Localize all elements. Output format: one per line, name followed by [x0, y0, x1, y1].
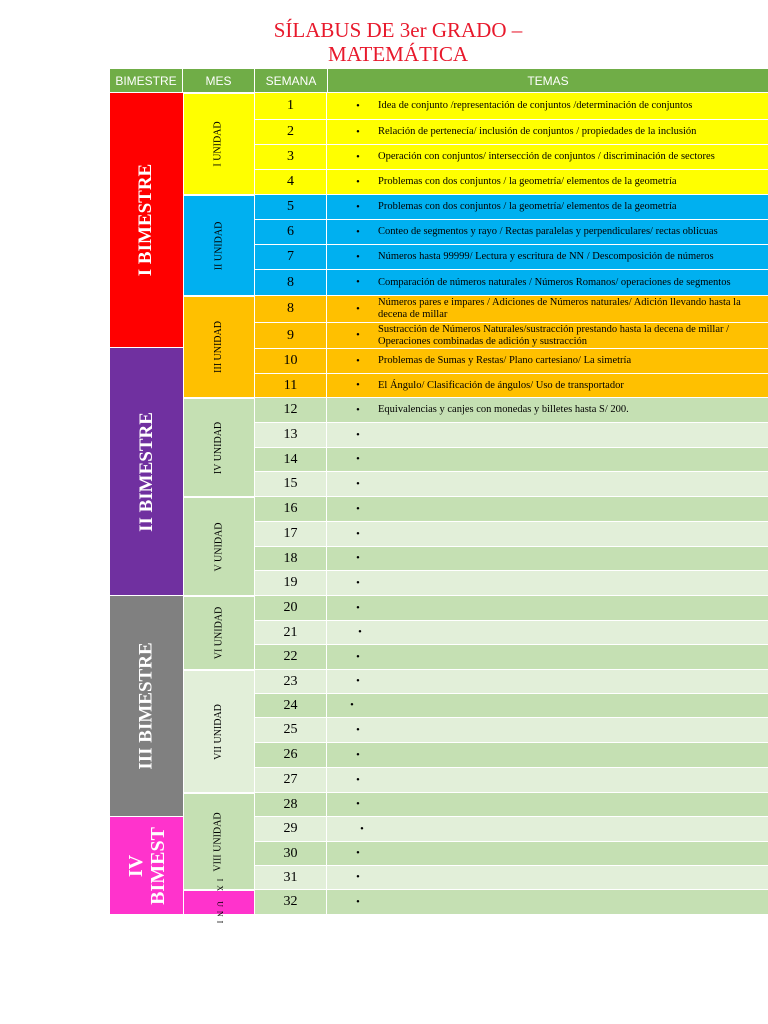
bullet-icon: •	[356, 478, 360, 490]
table-row	[255, 547, 768, 571]
bullet-icon: •	[356, 355, 360, 367]
table-row	[255, 296, 768, 323]
table-row	[255, 93, 768, 120]
header-temas: TEMAS	[328, 69, 768, 92]
semana-number: 10	[255, 349, 327, 373]
tema-cell	[328, 522, 768, 546]
semana-number: 4	[255, 170, 327, 194]
bullet-icon: •	[356, 553, 360, 564]
bimestre-cell	[110, 348, 183, 596]
semana-number: 11	[255, 374, 327, 397]
unidad-cell	[183, 670, 255, 793]
tema-cell	[328, 398, 768, 422]
semana-number: 29	[255, 817, 327, 841]
bullet-icon: •	[356, 151, 360, 163]
table-row	[255, 170, 768, 195]
tema-cell	[328, 170, 768, 194]
table-row	[255, 120, 768, 145]
semana-number: 1	[255, 93, 327, 119]
tema-cell	[328, 349, 768, 373]
table-row	[255, 472, 768, 497]
unidad-label: IV UNIDAD	[213, 421, 224, 474]
tema-text: Operación con conjuntos/ intersección de conjuntos / discriminación de sectores	[378, 151, 715, 162]
semana-number: 19	[255, 571, 327, 595]
bimestre-label: IV BIMEST	[124, 826, 169, 905]
semana-number: 31	[255, 866, 327, 889]
bimestre-label: III BIMESTRE	[135, 642, 157, 770]
bullet-icon: •	[356, 404, 360, 416]
semana-number: 28	[255, 793, 327, 816]
table-row	[255, 596, 768, 621]
bullet-icon: •	[356, 848, 360, 859]
tema-cell	[328, 448, 768, 471]
bullet-icon: •	[356, 676, 360, 687]
bullet-icon: •	[360, 823, 364, 835]
semana-number: 18	[255, 547, 327, 570]
table-row	[255, 866, 768, 890]
semana-number: 13	[255, 423, 327, 447]
bullet-icon: •	[356, 528, 360, 540]
bullet-icon: •	[356, 749, 360, 761]
tema-cell	[328, 645, 768, 669]
table-row	[255, 718, 768, 743]
semana-number: 15	[255, 472, 327, 496]
bullet-icon: •	[356, 277, 360, 288]
semana-number: 8	[255, 270, 327, 295]
tema-cell	[328, 245, 768, 269]
tema-cell	[328, 145, 768, 169]
bullet-icon: •	[356, 602, 360, 614]
tema-cell	[328, 571, 768, 595]
bullet-icon: •	[356, 503, 360, 515]
header-semana: SEMANA	[255, 69, 328, 92]
table-row	[255, 323, 768, 349]
semana-number: 22	[255, 645, 327, 669]
semana-number: 25	[255, 718, 327, 742]
page-title-line1: SÍLABUS DE 3er GRADO –	[273, 18, 523, 42]
bimestre-cell	[110, 596, 183, 817]
unidad-label: III UNIDAD	[213, 321, 224, 373]
tema-cell	[328, 547, 768, 570]
bullet-icon: •	[356, 651, 360, 663]
semana-number: 17	[255, 522, 327, 546]
semana-number: 32	[255, 890, 327, 914]
tema-cell	[328, 718, 768, 742]
bimestre-label: II BIMESTRE	[135, 411, 157, 532]
bullet-icon: •	[356, 100, 360, 112]
semana-number: 14	[255, 448, 327, 471]
semana-number: 21	[255, 621, 327, 644]
tema-text: Sustracción de Números Naturales/sustracción prestando hasta la decena de millar / Operaciones combinadas de adición y sustracción	[378, 323, 730, 347]
bullet-icon: •	[356, 724, 360, 736]
bullet-icon: •	[356, 226, 360, 238]
bimestre-cell	[110, 817, 183, 915]
tema-text: Problemas de Sumas y Restas/ Plano cartesiano/ La simetría	[378, 355, 632, 366]
tema-cell	[328, 842, 768, 865]
unidad-cell	[183, 296, 255, 398]
tema-cell	[328, 866, 768, 889]
table-row	[255, 670, 768, 694]
tema-text: Relación de pertenecía/ inclusión de conjuntos / propiedades de la inclusión	[378, 126, 697, 137]
semana-number: 26	[255, 743, 327, 767]
unidad-label: VIII UNIDAD	[213, 811, 224, 872]
header-bimestre: BIMESTRE	[110, 69, 183, 92]
bullet-icon: •	[358, 627, 362, 638]
semana-number: 12	[255, 398, 327, 422]
tema-cell	[328, 472, 768, 496]
bimestre-label: I BIMESTRE	[135, 163, 157, 277]
bullet-icon: •	[356, 774, 360, 786]
tema-cell	[328, 817, 768, 841]
tema-cell	[328, 793, 768, 816]
unidad-label: VII UNIDAD	[212, 703, 224, 760]
table-row	[255, 270, 768, 296]
table-row	[255, 349, 768, 374]
tema-text: Idea de conjunto /representación de conjuntos /determinación de conjuntos	[378, 100, 693, 111]
unidad-label: IX UNI	[214, 878, 224, 927]
table-row	[255, 793, 768, 817]
tema-cell	[328, 670, 768, 693]
semana-number: 5	[255, 195, 327, 219]
unidad-cell	[183, 398, 255, 497]
semana-number: 16	[255, 497, 327, 521]
bullet-icon: •	[356, 577, 360, 589]
bullet-icon: •	[356, 176, 360, 188]
table-row	[255, 374, 768, 398]
tema-cell	[328, 768, 768, 792]
bullet-icon: •	[356, 872, 360, 883]
tema-text: Equivalencias y canjes con monedas y billetes hasta S/ 200.	[378, 404, 629, 415]
table-row	[255, 423, 768, 448]
table-row	[255, 145, 768, 170]
table-row	[255, 817, 768, 842]
bullet-icon: •	[356, 429, 360, 441]
tema-cell	[328, 374, 768, 397]
table-row	[255, 621, 768, 645]
tema-text: Números pares e impares / Adiciones de Números naturales/ Adición llevando hasta la decena de millar	[378, 297, 741, 320]
bullet-icon: •	[356, 251, 360, 263]
tema-cell	[328, 93, 768, 119]
tema-cell	[328, 120, 768, 144]
unidad-label: V UNIDAD	[212, 522, 224, 571]
tema-cell	[328, 497, 768, 521]
bullet-icon: •	[356, 330, 360, 341]
table-row	[255, 768, 768, 793]
table-row	[255, 245, 768, 270]
unidad-label: I UNIDAD	[213, 121, 224, 167]
semana-number: 9	[255, 323, 327, 348]
tema-cell	[328, 220, 768, 244]
semana-number: 7	[255, 245, 327, 269]
semana-number: 8	[255, 296, 327, 322]
semana-number: 23	[255, 670, 327, 693]
tema-text: El Ángulo/ Clasificación de ángulos/ Uso de transportador	[378, 379, 624, 391]
table-row	[255, 398, 768, 423]
table-row	[255, 645, 768, 670]
tema-cell	[328, 423, 768, 447]
tema-cell	[328, 621, 768, 644]
bullet-icon: •	[356, 896, 360, 908]
unidad-cell	[183, 596, 255, 670]
tema-cell	[328, 270, 768, 295]
semana-number: 20	[255, 596, 327, 620]
bullet-icon: •	[356, 454, 360, 465]
tema-cell	[328, 323, 768, 348]
table-row	[255, 890, 768, 915]
tema-cell	[328, 296, 768, 322]
header-mes: MES	[183, 69, 255, 92]
unidad-cell	[183, 878, 255, 927]
tema-text: Problemas con dos conjuntos / la geometría/ elementos de la geometría	[378, 201, 677, 212]
semana-number: 27	[255, 768, 327, 792]
bullet-icon: •	[350, 700, 354, 711]
table-row	[255, 571, 768, 596]
semana-number: 3	[255, 145, 327, 169]
table-row	[255, 743, 768, 768]
semana-number: 30	[255, 842, 327, 865]
tema-cell	[328, 743, 768, 767]
bullet-icon: •	[356, 380, 360, 391]
tema-text: Problemas con dos conjuntos / la geometría/ elementos de la geometría	[378, 176, 677, 187]
table-row	[255, 497, 768, 522]
unidad-cell	[183, 793, 255, 890]
page-title-line2: MATEMÁTICA	[328, 42, 468, 66]
bullet-icon: •	[356, 799, 360, 810]
table-row	[255, 448, 768, 472]
table-row	[255, 522, 768, 547]
tema-cell	[328, 694, 768, 717]
unidad-cell	[183, 93, 255, 195]
tema-cell	[328, 890, 768, 914]
semana-number: 6	[255, 220, 327, 244]
bimestre-cell	[110, 93, 183, 348]
unidad-label: II UNIDAD	[212, 221, 224, 270]
bullet-icon: •	[356, 303, 360, 315]
tema-cell	[328, 195, 768, 219]
table-row	[255, 694, 768, 718]
bullet-icon: •	[356, 201, 360, 213]
tema-text: Conteo de segmentos y rayo / Rectas paralelas y perpendiculares/ rectas oblicuas	[378, 226, 718, 237]
table-row	[255, 842, 768, 866]
semana-number: 2	[255, 120, 327, 144]
semana-number: 24	[255, 694, 327, 717]
table-row	[255, 195, 768, 220]
unidad-cell	[183, 195, 255, 296]
bullet-icon: •	[356, 126, 360, 138]
tema-text: Números hasta 99999/ Lectura y escritura de NN / Descomposición de números	[378, 251, 714, 262]
tema-text: Comparación de números naturales / Números Romanos/ operaciones de segmentos	[378, 276, 731, 288]
tema-cell	[328, 596, 768, 620]
unidad-label: VI UNIDAD	[213, 606, 224, 660]
table-row	[255, 220, 768, 245]
unidad-cell	[183, 497, 255, 596]
